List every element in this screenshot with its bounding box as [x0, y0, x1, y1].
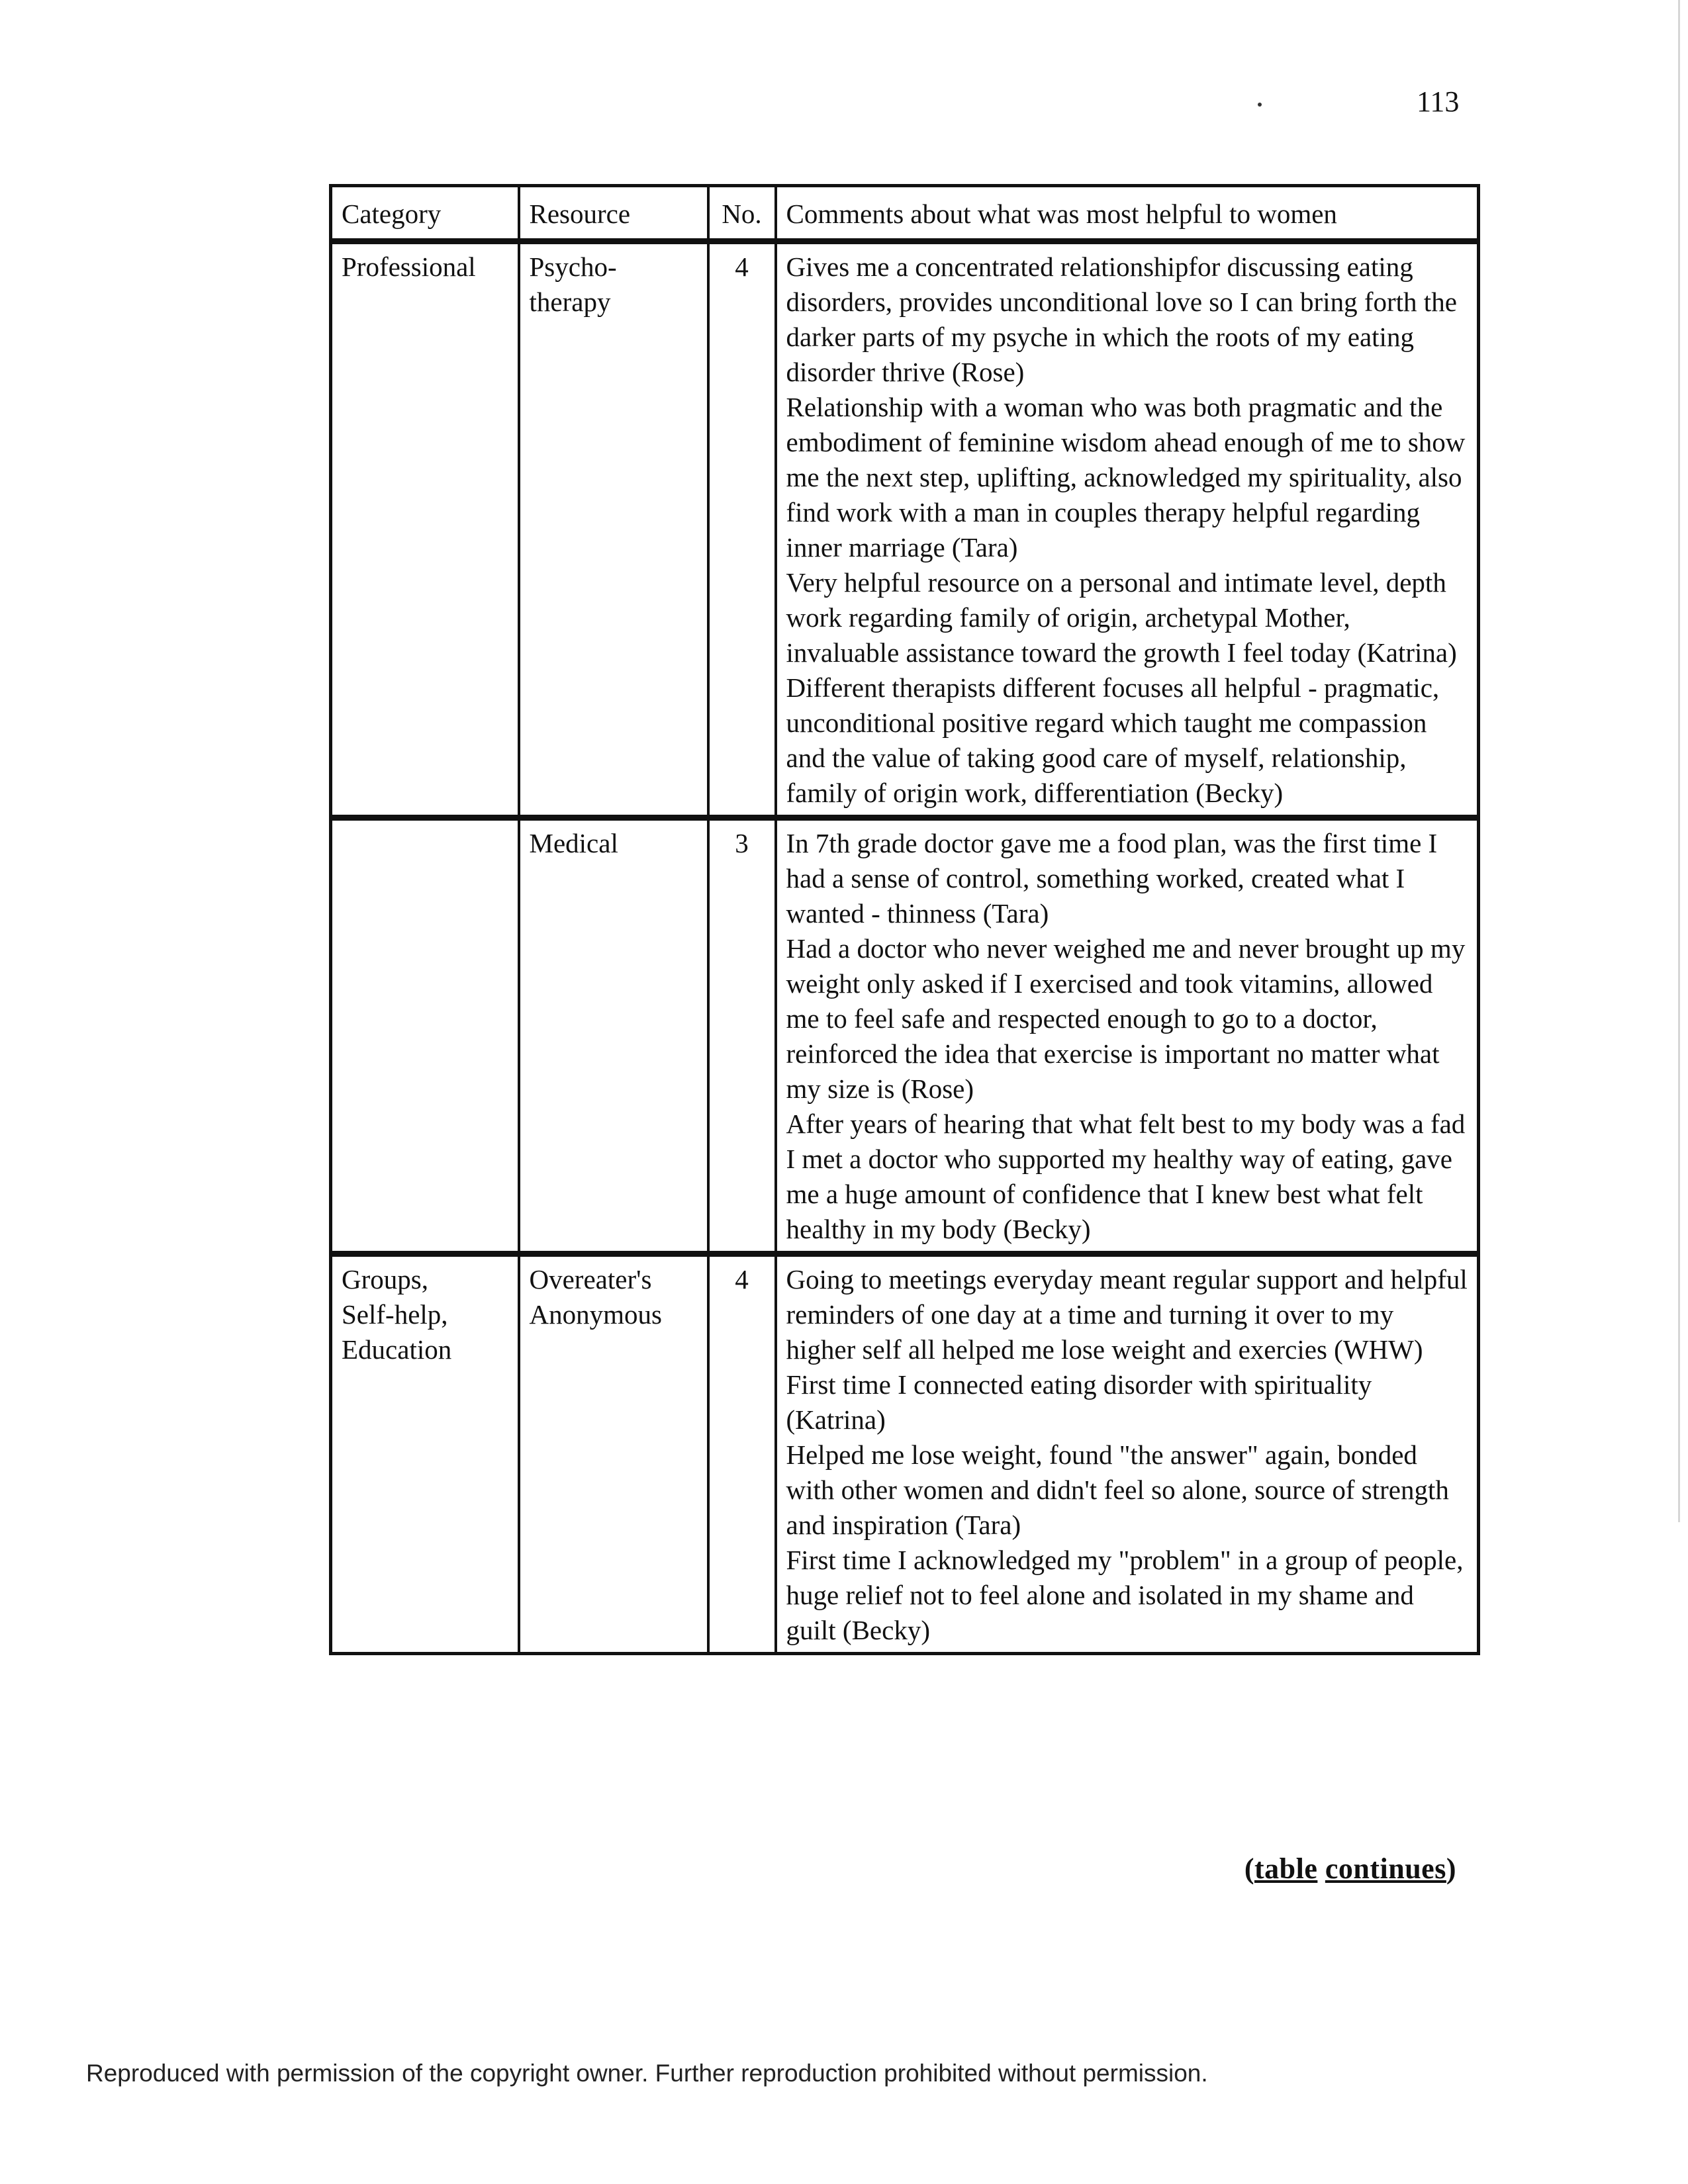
- table-header-row: [331, 186, 1479, 242]
- comments-cell: [776, 1254, 1479, 1654]
- resource-text: Psycho-: [529, 251, 617, 282]
- count-cell: 3: [708, 818, 776, 1254]
- comments-cell: [776, 242, 1479, 818]
- comment-text: First time I acknowledged my "problem" in a group of people, huge relief not to feel alone and isolated in my shame and guilt (Becky): [786, 1545, 1464, 1645]
- close-paren: ): [1446, 1852, 1456, 1885]
- category-text: Education: [342, 1334, 452, 1365]
- category-cell: [331, 818, 519, 1254]
- count-cell: 4: [708, 242, 776, 818]
- comment-text: In 7th grade doctor gave me a food plan, was the first time I had a sense of control, something worked, created what I wanted - thinness (Tara): [786, 828, 1438, 929]
- resource-text: Overeater's: [529, 1264, 652, 1295]
- category-cell: [331, 242, 519, 818]
- category-text: Groups,: [342, 1264, 428, 1295]
- open-paren: (: [1244, 1852, 1254, 1885]
- table-word: table: [1254, 1852, 1318, 1885]
- comment-text: First time I connected eating disorder with spirituality (Katrina): [786, 1369, 1372, 1435]
- scan-edge-line: [1678, 0, 1680, 1522]
- page-number: 113: [1417, 85, 1460, 118]
- count-cell: 4: [708, 1254, 776, 1654]
- continues-word: continues: [1325, 1852, 1446, 1885]
- comment-text: Gives me a concentrated relationshipfor discussing eating disorders, provides unconditional love so I can bring forth the darker parts of my psyche in which the roots of my eating disorder thrive (Rose): [786, 251, 1457, 387]
- resource-text: Medical: [529, 828, 618, 858]
- resource-text: therapy: [529, 287, 611, 317]
- comment-text: Had a doctor who never weighed me and never brought up my weight only asked if I exercised and took vitamins, allowed me to feel safe and respected enough to go to a doctor, reinforced the idea that exercise is important no matter what my size is (Rose): [786, 933, 1466, 1104]
- category-text: Professional: [342, 251, 476, 282]
- category-text: Self-help,: [342, 1299, 448, 1330]
- comment-text: Going to meetings everyday meant regular support and helpful reminders of one day at a time and turning it over to my higher self all helped me lose weight and exercies (WHW): [786, 1264, 1468, 1365]
- comment-text: Different therapists different focuses all helpful - pragmatic, unconditional positive regard which taught me compassion and the value of taking good care of myself, relationship, family of origin work, differentiation (Becky): [786, 672, 1440, 808]
- comment-text: Very helpful resource on a personal and intimate level, depth work regarding family of origin, archetypal Mother, invaluable assistance toward the growth I feel today (Katrina): [786, 567, 1457, 668]
- resource-cell: [519, 818, 708, 1254]
- header-no: No.: [708, 186, 776, 242]
- resource-text: Anonymous: [529, 1299, 662, 1330]
- comments-cell: [776, 818, 1479, 1254]
- comment-text: Relationship with a woman who was both pragmatic and the embodiment of feminine wisdom ahead enough of me to show me the next step, uplifting, acknowledged my spirituality, also find work with a man in couples therapy helpful regarding inner marriage (Tara): [786, 392, 1466, 563]
- comment-text: Helped me lose weight, found "the answer" again, bonded with other women and didn't feel so alone, source of strength and inspiration (Tara): [786, 1439, 1449, 1540]
- category-cell: [331, 1254, 519, 1654]
- resources-table: [329, 184, 1480, 1655]
- table-row: [331, 818, 1479, 1254]
- resource-cell: [519, 1254, 708, 1654]
- table-row: [331, 242, 1479, 818]
- table-continues-note: [1244, 1852, 1456, 1886]
- comment-text: After years of hearing that what felt best to my body was a fad I met a doctor who supported my healthy way of eating, gave me a huge amount of confidence that I knew best what felt healthy in my body (Becky): [786, 1109, 1466, 1244]
- resource-cell: [519, 242, 708, 818]
- header-resource: Resource: [519, 186, 708, 242]
- header-comments: Comments about what was most helpful to women: [776, 186, 1479, 242]
- table-row: [331, 1254, 1479, 1654]
- scan-dot: [1258, 103, 1262, 107]
- copyright-footer: Reproduced with permission of the copyright owner. Further reproduction prohibited without permission.: [86, 2060, 1208, 2087]
- header-category: Category: [331, 186, 519, 242]
